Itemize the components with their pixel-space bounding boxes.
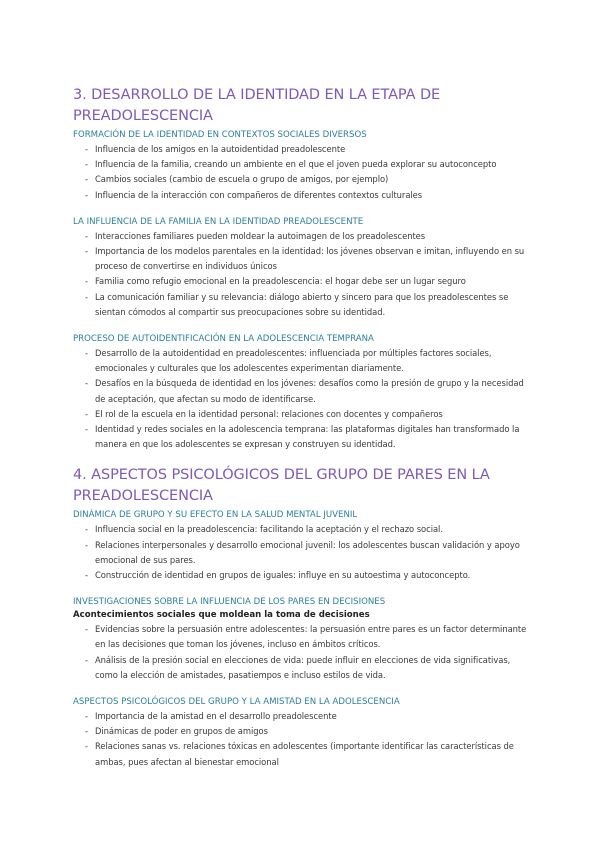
list-item: - Influencia de la interacción con compañeros de diferentes contextos culturales	[73, 188, 533, 203]
subsection-heading: FORMACIÓN DE LA IDENTIDAD EN CONTEXTOS SOCIALES DIVERSOS	[73, 130, 367, 140]
subsection-autoidentificacion	[73, 333, 533, 452]
bullet-dash-icon: -	[85, 408, 88, 419]
subsection-heading: DINÁMICA DE GRUPO Y SU EFECTO EN LA SALUD MENTAL JUVENIL	[73, 510, 358, 521]
bullet-list	[73, 346, 533, 452]
list-item: - Identidad y redes sociales en la adolescencia temprana: las plataformas digitales han transformado la manera en que los adolescentes se expresan y construyen su identidad.	[85, 424, 520, 450]
section-4-title: 4. ASPECTOS PSICOLÓGICOS DEL GRUPO DE PARES EN LA PREADOLESCENCIA	[73, 467, 490, 505]
list-item: - Construcción de identidad en grupos de iguales: influye en su autoestima y autoconcepto.	[73, 568, 533, 583]
subsection-dinamica	[73, 509, 533, 583]
bullet-dash-icon: -	[85, 539, 88, 550]
list-item: - Importancia de la amistad en el desarrollo preadolescente	[73, 709, 533, 724]
subsection-amistad	[73, 696, 533, 770]
list-item: - Importancia de los modelos parentales en la identidad: los jóvenes observan e imitan, influyendo en su proceso de convertirse en individuos únicos	[85, 246, 525, 272]
section-3-title: 3. DESARROLLO DE LA IDENTIDAD EN LA ETAPA DE PREADOLESCENCIA	[73, 87, 441, 124]
bullet-dash-icon: -	[85, 570, 88, 581]
bullet-list	[73, 709, 533, 770]
subsection-heading: PROCESO DE AUTOIDENTIFICACIÓN EN LA ADOLESCENCIA TEMPRANA	[73, 334, 374, 345]
subsection-investigaciones	[73, 596, 533, 683]
bullet-dash-icon: -	[85, 174, 88, 185]
subsection-heading: LA INFLUENCIA DE LA FAMILIA EN LA IDENTIDAD PREADOLESCENTE	[73, 216, 364, 227]
subsection-heading: ASPECTOS PSICOLÓGICOS DEL GRUPO Y LA AMISTAD EN LA ADOLESCENCIA	[73, 697, 400, 708]
list-item: - Familia como refugio emocional en la preadolescencia: el hogar debe ser un lugar seguro	[73, 274, 533, 289]
list-item: - Desafíos en la búsqueda de identidad en los jóvenes: desafíos como la presión de grupo y la necesidad de aceptación, que afectan su modo de identificarse.	[85, 378, 524, 404]
list-item: - Dinámicas de poder en grupos de amigos	[73, 724, 533, 739]
list-item: - Cambios sociales (cambio de escuela o grupo de amigos, por ejemplo)	[73, 172, 533, 187]
bullet-dash-icon: -	[85, 654, 88, 665]
subsection-heading: INVESTIGACIONES SOBRE LA INFLUENCIA DE LOS PARES EN DECISIONES	[73, 597, 386, 608]
subsection-formacion	[73, 129, 533, 203]
bullet-dash-icon: -	[85, 378, 88, 389]
bullet-list	[73, 229, 533, 320]
bullet-dash-icon: -	[85, 624, 88, 635]
bullet-dash-icon: -	[85, 144, 88, 154]
subsection-familia	[73, 216, 533, 320]
bullet-dash-icon: -	[85, 230, 88, 241]
list-item: - La comunicación familiar y su relevancia: diálogo abierto y sincero para que los preadolescentes se sientan cómodos al compartir sus preocupaciones sobre su identidad.	[85, 291, 509, 317]
bullet-dash-icon: -	[85, 726, 88, 737]
list-item: - Evidencias sobre la persuasión entre adolescentes: la persuasión entre pares es un factor determinante en las decisiones que toman los jóvenes, incluso en ámbitos críticos.	[85, 624, 527, 650]
bullet-dash-icon: -	[85, 246, 88, 257]
document-page	[73, 85, 533, 783]
list-item: - Desarrollo de la autoidentidad en preadolescentes: influenciada por múltiples factores sociales, emocionales y culturales que los adolescentes experimentan diariamente.	[85, 348, 492, 374]
list-item: - Análisis de la presión social en elecciones de vida: puede influir en elecciones de vida significativas, como la elección de amistades, pasatiempos e incluso estilos de vida.	[85, 654, 511, 680]
list-item: - El rol de la escuela en la identidad personal: relaciones con docentes y compañeros	[73, 407, 533, 422]
bullet-dash-icon: -	[85, 159, 88, 170]
bullet-dash-icon: -	[85, 424, 88, 435]
list-item: - Influencia de la familia, creando un ambiente en el que el joven pueda explorar su autoconcepto	[73, 157, 533, 172]
bullet-dash-icon: -	[85, 189, 88, 200]
list-item: - Interacciones familiares pueden moldear la autoimagen de los preadolescentes	[73, 229, 533, 244]
bullet-dash-icon: -	[85, 741, 88, 752]
list-item: - Influencia de los amigos en la autoidentidad preadolescente	[73, 142, 533, 157]
bullet-dash-icon: -	[85, 524, 88, 535]
bullet-list	[73, 522, 533, 583]
bullet-dash-icon: -	[85, 276, 88, 287]
list-item: - Relaciones sanas vs. relaciones tóxicas en adolescentes (importante identificar las características de ambas, pues afectan al bienestar emocional	[85, 741, 514, 767]
subsection-subheading: Acontecimientos sociales que moldean la toma de decisiones	[73, 610, 370, 621]
list-item: - Influencia social en la preadolescencia: facilitando la aceptación y el rechazo social.	[73, 522, 533, 537]
bullet-list	[73, 622, 533, 683]
bullet-dash-icon: -	[85, 291, 88, 302]
bullet-dash-icon: -	[85, 711, 88, 722]
bullet-dash-icon: -	[85, 348, 88, 359]
list-item: - Relaciones interpersonales y desarrollo emocional juvenil: los adolescentes buscan validación y apoyo emocional de sus pares.	[85, 539, 520, 565]
bullet-list	[73, 142, 533, 203]
